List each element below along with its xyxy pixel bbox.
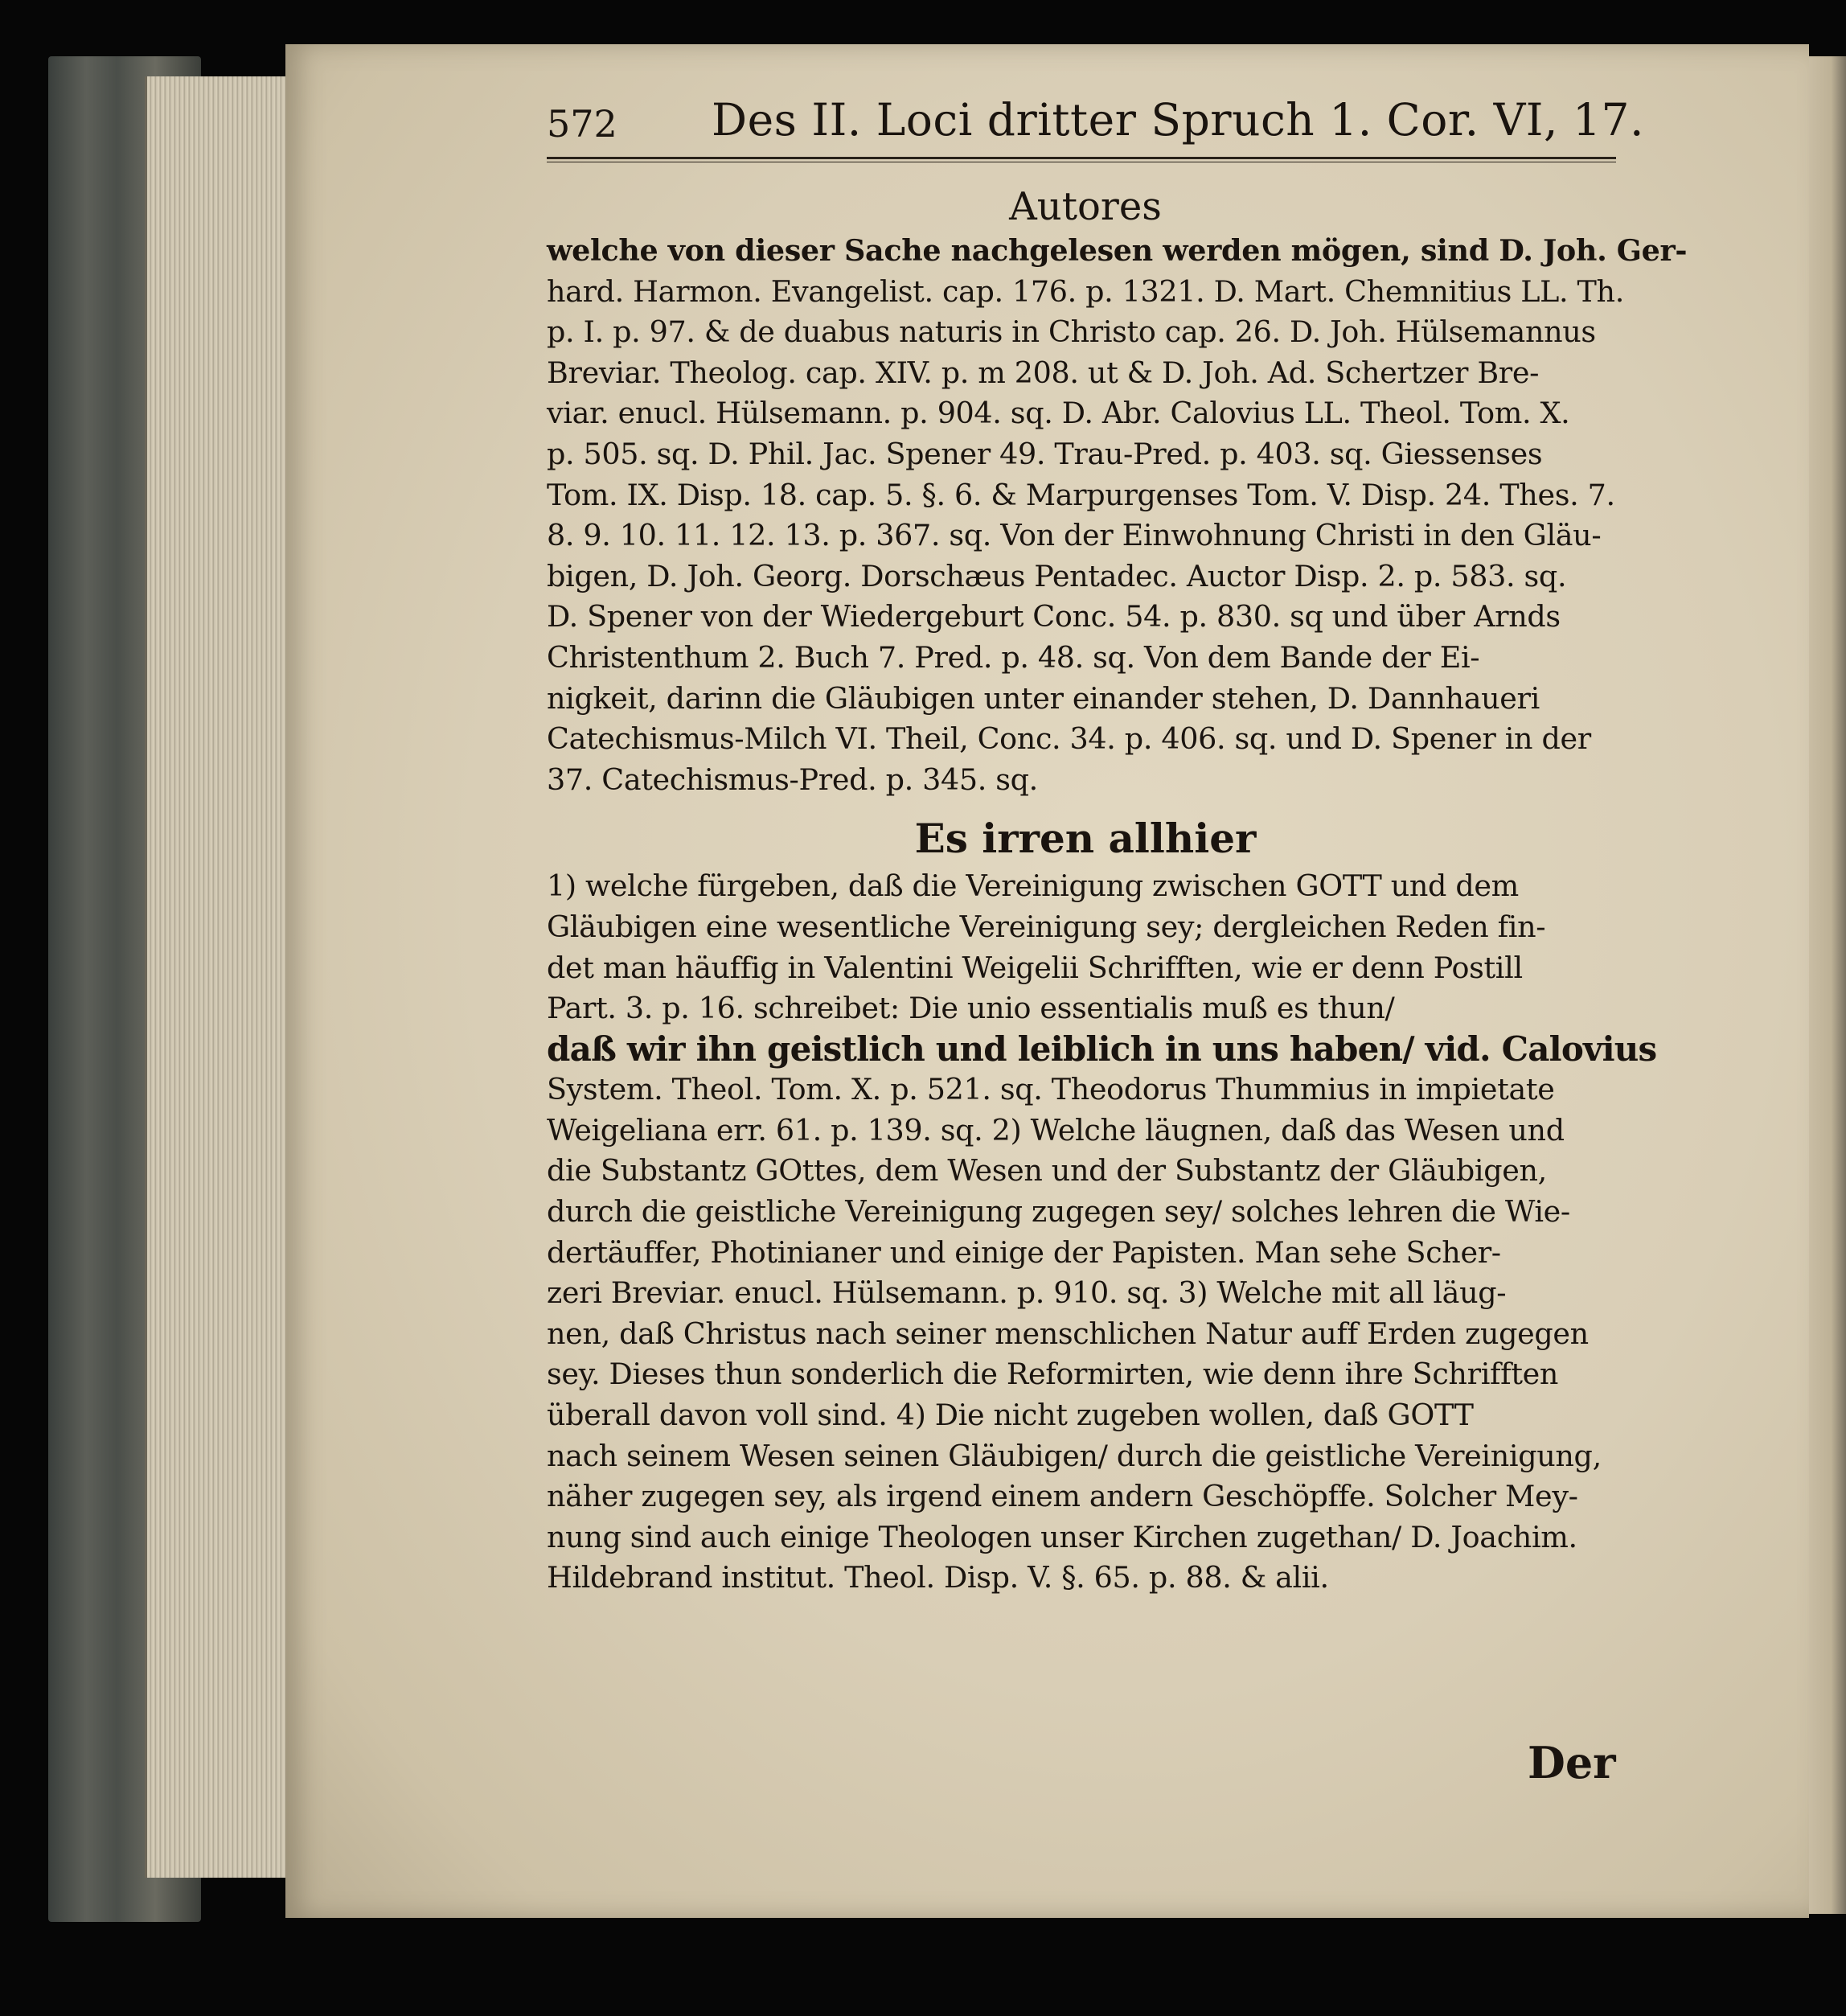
text-line: Tom. IX. Disp. 18. cap. 5. §. 6. & Marpurgenses Tom. V. Disp. 24. Thes. 7. — [547, 477, 1615, 512]
irren-heading: Es irren allhier — [914, 815, 1257, 863]
text-line: p. I. p. 97. & de duabus naturis in Christo cap. 26. D. Joh. Hülsemannus — [547, 314, 1596, 350]
irren-paragraph — [547, 866, 1657, 1599]
text-line: 8. 9. 10. 11. 12. 13. p. 367. sq. Von der Einwohnung Christi in den Gläu- — [547, 518, 1602, 553]
text-line: Christenthum 2. Buch 7. Pred. p. 48. sq. Von dem Bande der Ei- — [547, 639, 1480, 675]
page-edges — [145, 76, 308, 1878]
text-line: nung sind auch einige Theologen unser Kirchen zugethan/ D. Joachim. — [547, 1519, 1577, 1554]
text-line: det man häuffig in Valentini Weigelii Schrifften, wie er denn Postill — [547, 950, 1523, 985]
text-line: durch die geistliche Vereinigung zugegen sey/ solches lehren die Wie- — [547, 1194, 1570, 1230]
header-rule — [547, 157, 1616, 162]
text-line: hard. Harmon. Evangelist. cap. 176. p. 1321. D. Mart. Chemnitius LL. Th. — [547, 273, 1624, 309]
text-line: nen, daß Christus nach seiner menschlichen Natur auff Erden zugegen — [547, 1316, 1589, 1351]
page-header — [547, 92, 1644, 158]
text-line: näher zugegen sey, als irgend einem andern Geschöpffe. Solcher Mey- — [547, 1479, 1578, 1514]
autores-heading: Autores — [1009, 184, 1162, 229]
text-line: Part. 3. p. 16. schreibet: Die unio essentialis muß es thun/ — [547, 991, 1395, 1026]
text-line: System. Theol. Tom. X. p. 521. sq. Theodorus Thummius in impietate — [547, 1072, 1555, 1107]
text-line: dertäuffer, Photinianer und einige der Papisten. Man sehe Scher- — [547, 1234, 1501, 1270]
text-line: Catechismus-Milch VI. Theil, Conc. 34. p. 406. sq. und D. Spener in der — [547, 721, 1591, 757]
autores-paragraph — [547, 231, 1688, 800]
text-line: D. Spener von der Wiedergeburt Conc. 54. p. 830. sq und über Arnds — [547, 599, 1561, 634]
text-line: Breviar. Theolog. cap. XIV. p. m 208. ut & D. Joh. Ad. Schertzer Bre- — [547, 355, 1540, 390]
text-line: welche von dieser Sache nachgelesen werden mögen, sind D. Joh. Ger- — [547, 233, 1688, 268]
text-line: Hildebrand institut. Theol. Disp. V. §. 65. p. 88. & alii. — [547, 1560, 1329, 1595]
text-line: Gläubigen eine wesentliche Vereinigung sey; dergleichen Reden fin- — [547, 909, 1546, 944]
text-line: bigen, D. Joh. Georg. Dorschæus Pentadec. Auctor Disp. 2. p. 583. sq. — [547, 558, 1567, 593]
text-line: die Substantz GOttes, dem Wesen und der Substantz der Gläubigen, — [547, 1153, 1547, 1189]
text-line: daß wir ihn geistlich und leiblich in uns haben/ vid. Calovius — [547, 1029, 1657, 1069]
text-line: nigkeit, darinn die Gläubigen unter einander stehen, D. Dannhaueri — [547, 680, 1540, 716]
text-line: viar. enucl. Hülsemann. p. 904. sq. D. Abr. Calovius LL. Theol. Tom. X. — [547, 396, 1570, 431]
text-line: 37. Catechismus-Pred. p. 345. sq. — [547, 762, 1038, 797]
catchword: Der — [1528, 1737, 1616, 1788]
running-title: Des II. Loci dritter Spruch 1. Cor. VI, 17. — [712, 94, 1644, 146]
book-cover-right — [1809, 56, 1846, 1914]
text-block — [547, 92, 1688, 1599]
text-line: p. 505. sq. D. Phil. Jac. Spener 49. Trau-Pred. p. 403. sq. Giessenses — [547, 436, 1543, 471]
text-line: überall davon voll sind. 4) Die nicht zugeben wollen, daß GOTT — [547, 1398, 1474, 1433]
page-number: 572 — [547, 102, 617, 146]
text-line: zeri Breviar. enucl. Hülsemann. p. 910. sq. 3) Welche mit all läug- — [547, 1275, 1507, 1311]
text-line: 1) welche fürgeben, daß die Vereinigung zwischen GOTT und dem — [547, 868, 1519, 904]
text-line: sey. Dieses thun sonderlich die Reformirten, wie denn ihre Schrifften — [547, 1357, 1559, 1392]
text-line: Weigeliana err. 61. p. 139. sq. 2) Welche läugnen, daß das Wesen und — [547, 1112, 1565, 1148]
text-line: nach seinem Wesen seinen Gläubigen/ durch die geistliche Vereinigung, — [547, 1438, 1602, 1473]
